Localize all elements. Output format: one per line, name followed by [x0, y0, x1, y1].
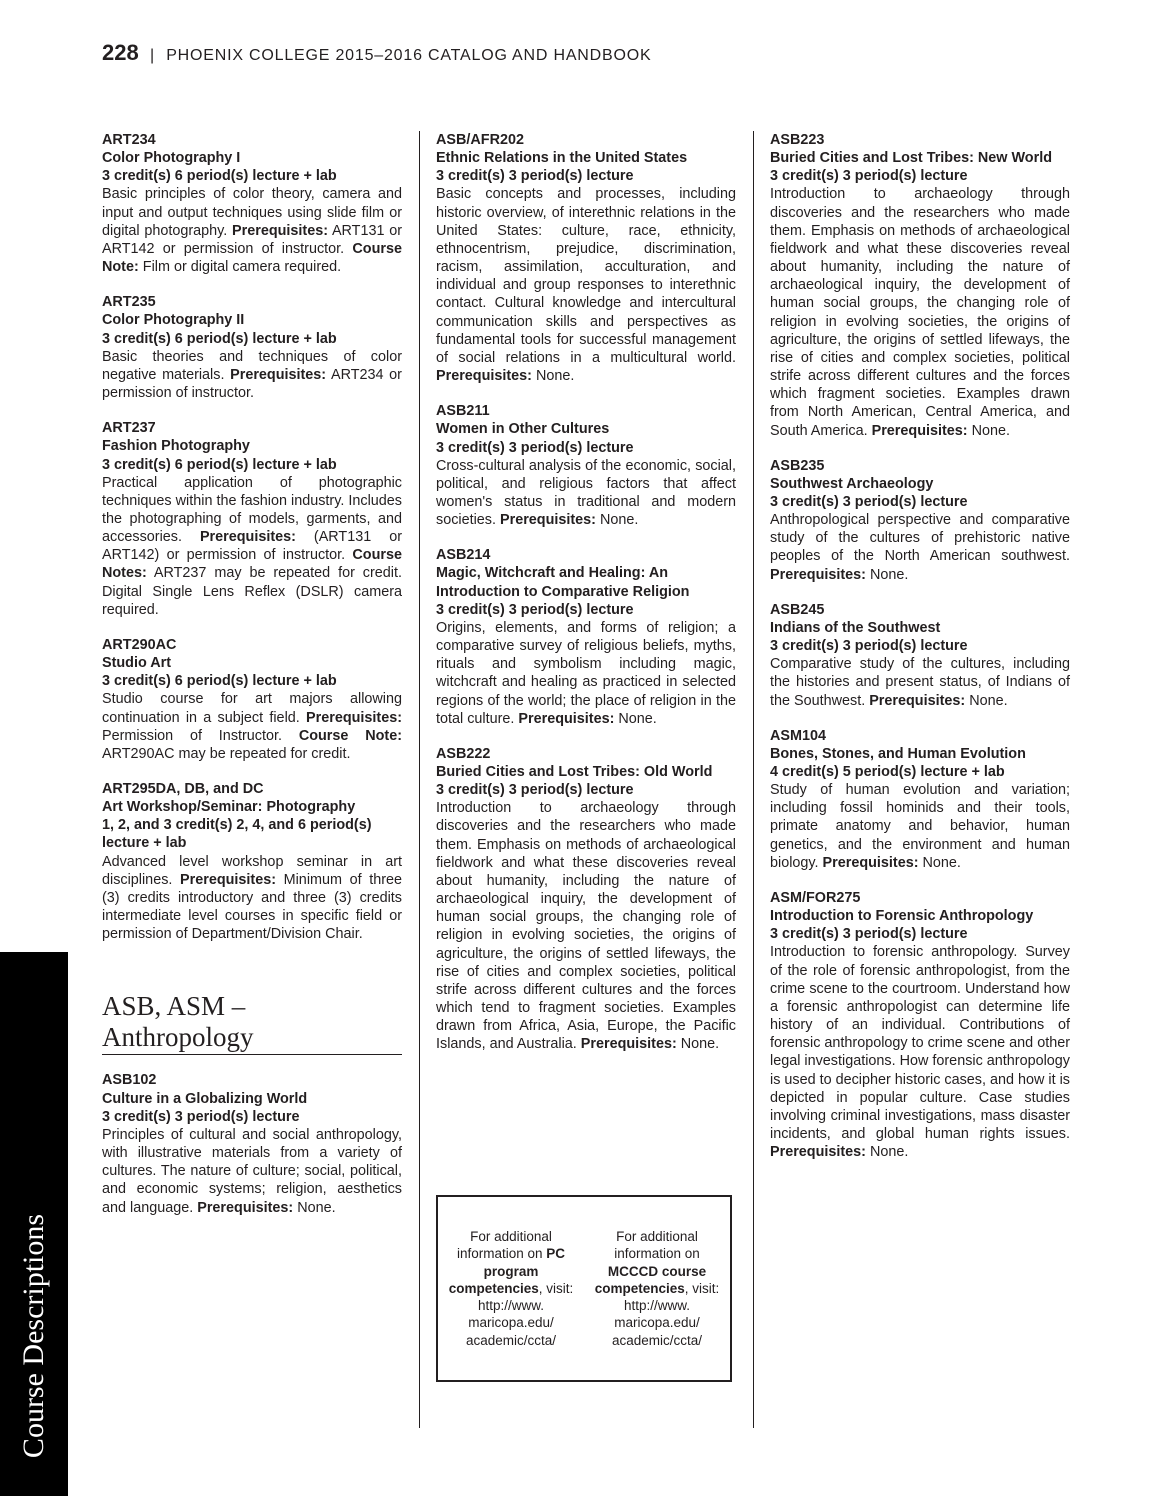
course-code: ART290AC	[102, 636, 177, 653]
course-code: ASB/AFR202	[436, 132, 524, 148]
course-credits: 3 credit(s) 6 period(s) lecture + lab	[102, 330, 337, 347]
course-code: ART234	[102, 132, 156, 148]
course-title: Southwest Archaeology	[770, 475, 934, 492]
course-title: Color Photography II	[102, 312, 245, 329]
course-title: Art Workshop/Seminar: Photography	[102, 799, 356, 816]
course-code: ASB222	[436, 745, 491, 762]
course-credits: 3 credit(s) 3 period(s) lecture	[436, 601, 634, 618]
course-description: Introduction to forensic anthropology. Survey of the role of forensic anthropologist, from the crime scene to the courtroom. Understand how a forensic anthropologist can determine life history of an individual. Contributions of forensic anthropology to crime scene and other legal investigations. How forensic anthropology is used to decipher historic cases, and how it is depicted in popular culture. Case studies involving criminal investigations, mass disaster incidents, and global human rights issues. Prerequisites: None.	[770, 944, 1070, 1161]
course-art295	[102, 780, 402, 943]
column-2	[436, 131, 736, 1071]
course-title: Magic, Witchcraft and Healing: An Introduction to Comparative Religion	[436, 565, 690, 600]
course-description: Origins, elements, and forms of religion; a comparative survey of religious beliefs, myths, rituals and symbolism including magic, witchcraft and healing as practiced in selected regions of the world; the place of religion in the total culture. Prerequisites: None.	[436, 619, 736, 727]
course-title: Indians of the Southwest	[770, 619, 941, 636]
course-art290ac	[102, 636, 402, 763]
course-credits: 3 credit(s) 3 period(s) lecture	[102, 1108, 300, 1125]
course-title: Studio Art	[102, 655, 172, 672]
course-description: Advanced level workshop seminar in art disciplines. Prerequisites: Minimum of three (3) credits introductory and three (3) credits intermediate level courses in specific field or permission of Department/Division Chair.	[102, 853, 403, 943]
course-description: Principles of cultural and social anthropology, with illustrative materials from a variety of cultures. The nature of culture; social, political, and economic systems; religion, aesthetics and language. Prerequisites: None.	[102, 1126, 402, 1216]
header-separator: |	[149, 47, 155, 64]
course-description: Basic principles of color theory, camera and input and output techniques using slide film or digital photography. Prerequisites: ART131 or ART142 or permission of instructor. Course Note: Film or digital camera required.	[102, 186, 402, 276]
page-number: 228	[102, 40, 139, 65]
course-title: Buried Cities and Lost Tribes: Old World	[436, 764, 713, 780]
course-code: ART235	[102, 294, 156, 311]
column-rule-left	[419, 131, 420, 1428]
course-code: ASB223	[770, 132, 825, 148]
course-credits: 3 credit(s) 3 period(s) lecture	[770, 638, 968, 655]
course-code: ASB211	[436, 403, 490, 420]
course-credits: 3 credit(s) 3 period(s) lecture	[436, 439, 634, 456]
course-code: ASB245	[770, 601, 825, 618]
course-title: Bones, Stones, and Human Evolution	[770, 745, 1026, 762]
course-art235	[102, 293, 402, 402]
column-rule-right	[753, 131, 754, 1428]
side-tab-label: Course Descriptions	[17, 1213, 50, 1459]
course-art237	[102, 419, 402, 619]
course-description: Introduction to archaeology through discoveries and the researchers who made them. Emphasis on methods of archaeological fieldwork and what these discoveries reveal about humanity, including the nature of archaeological inquiry, the development of human social groups, the changing role of religion in evolving societies, the origins of agriculture, the origins of settled lifeways, the rise of cities and complex societies, political strife across different cultures and the forces which tend to fragment societies. Examples drawn from Africa, Asia, Europe, the Pacific Islands, and Australia. Prerequisites: None.	[436, 800, 736, 1053]
column-3	[770, 131, 1070, 1178]
course-asb-afr202	[436, 131, 736, 385]
course-title: Culture in a Globalizing World	[102, 1090, 308, 1107]
course-code: ASB102	[102, 1072, 157, 1089]
course-asm104	[770, 727, 1070, 872]
competencies-info-box	[436, 1195, 732, 1382]
course-asb223	[770, 131, 1070, 440]
running-title: PHOENIX COLLEGE 2015–2016 CATALOG AND HANDBOOK	[166, 47, 652, 64]
mcccd-competencies-note: For additional information on MCCCD course competencies, visit: http://www. maricopa.edu/ academic/ccta/	[594, 1229, 720, 1348]
course-code: ASM104	[770, 727, 826, 744]
course-title: Fashion Photography	[102, 438, 250, 455]
course-credits: 3 credit(s) 6 period(s) lecture + lab	[102, 673, 337, 690]
course-title: Color Photography I	[102, 150, 241, 167]
course-asb235	[770, 457, 1070, 584]
course-asb102	[102, 1071, 402, 1216]
course-description: Study of human evolution and variation; including fossil hominids and their tools, primate anatomy and behavior, human genetics, and the environment and human biology. Prerequisites: None.	[770, 782, 1070, 871]
course-code: ASB214	[436, 547, 491, 564]
course-title: Buried Cities and Lost Tribes: New World	[770, 150, 1052, 167]
running-header	[102, 40, 651, 66]
course-credits: 3 credit(s) 3 period(s) lecture	[770, 168, 968, 185]
course-credits: 3 credit(s) 3 period(s) lecture	[770, 493, 968, 510]
course-title: Ethnic Relations in the United States	[436, 150, 688, 167]
course-asm-for275	[770, 889, 1070, 1161]
course-asb222	[436, 745, 736, 1054]
course-code: ART237	[102, 420, 156, 437]
pc-competencies-note: For additional information on PC program competencies, visit: http://www. maricopa.edu/ academic/ccta/	[448, 1229, 574, 1348]
course-credits: 4 credit(s) 5 period(s) lecture + lab	[770, 764, 1005, 780]
course-credits: 1, 2, and 3 credit(s) 2, 4, and 6 period(s) lecture + lab	[102, 817, 372, 852]
course-code: ART295DA, DB, and DC	[102, 781, 264, 797]
course-title: Women in Other Cultures	[436, 421, 610, 438]
course-title: Introduction to Forensic Anthropology	[770, 908, 1034, 925]
course-description: Practical application of photographic techniques within the fashion industry. Includes the photographing of models, garments, and accessories. Prerequisites: (ART131 or ART142) or permission of instructor. Course Notes: ART237 may be repeated for credit. Digital Single Lens Reflex (DSLR) camera required.	[102, 474, 402, 618]
course-credits: 3 credit(s) 6 period(s) lecture + lab	[102, 168, 337, 185]
course-description: Studio course for art majors allowing continuation in a subject field. Prerequisites: Permission of Instructor. Course Note: ART290AC may be repeated for credit.	[102, 691, 402, 762]
course-description: Basic concepts and processes, including historic overview, of interethnic relations in the United States: culture, race, ethnicity, ethnocentrism, prejudice, discrimination, racism, assimilation, acculturation, and individual and group responses to interethnic contact. Cultural knowledge and intercultural communication skills and perspectives as fundamental tools for successful management of social relations in a multicultural world. Prerequisites: None.	[436, 186, 736, 385]
course-asb214	[436, 546, 736, 728]
course-credits: 3 credit(s) 3 period(s) lecture	[436, 168, 634, 185]
course-description: Basic theories and techniques of color negative materials. Prerequisites: ART234 or permission of instructor.	[102, 348, 402, 402]
course-code: ASB235	[770, 457, 825, 474]
course-art234	[102, 131, 402, 276]
course-description: Anthropological perspective and comparative study of the cultures of prehistoric native peoples of the North American southwest. Prerequisites: None.	[770, 512, 1070, 583]
course-code: ASM/FOR275	[770, 889, 861, 906]
course-description: Cross-cultural analysis of the economic, social, political, and religious factors that affect women's status in traditional and modern societies. Prerequisites: None.	[436, 457, 736, 529]
course-credits: 3 credit(s) 3 period(s) lecture	[436, 782, 634, 799]
course-credits: 3 credit(s) 3 period(s) lecture	[770, 926, 968, 943]
course-asb245	[770, 601, 1070, 710]
section-heading-anthropology: ASB, ASM – Anthropology	[102, 991, 402, 1055]
course-asb211	[436, 402, 736, 529]
course-credits: 3 credit(s) 6 period(s) lecture + lab	[102, 456, 337, 473]
course-description: Introduction to archaeology through discoveries and the researchers who made them. Emphasis on methods of archaeological fieldwork and what these discoveries reveal about humanity, including the nature of archaeological inquiry, the development of human social groups, the changing role of religion in evolving societies, the origins of agriculture, the origins of settled lifeways, the rise of cities and complex societies, political strife across different cultures and the forces which fragment societies. Examples drawn from North American, Central America, and South America. Prerequisites: None.	[770, 186, 1070, 439]
column-1	[102, 131, 402, 1234]
course-description: Comparative study of the cultures, including the histories and present status, of Indians of the Southwest. Prerequisites: None.	[770, 656, 1070, 709]
